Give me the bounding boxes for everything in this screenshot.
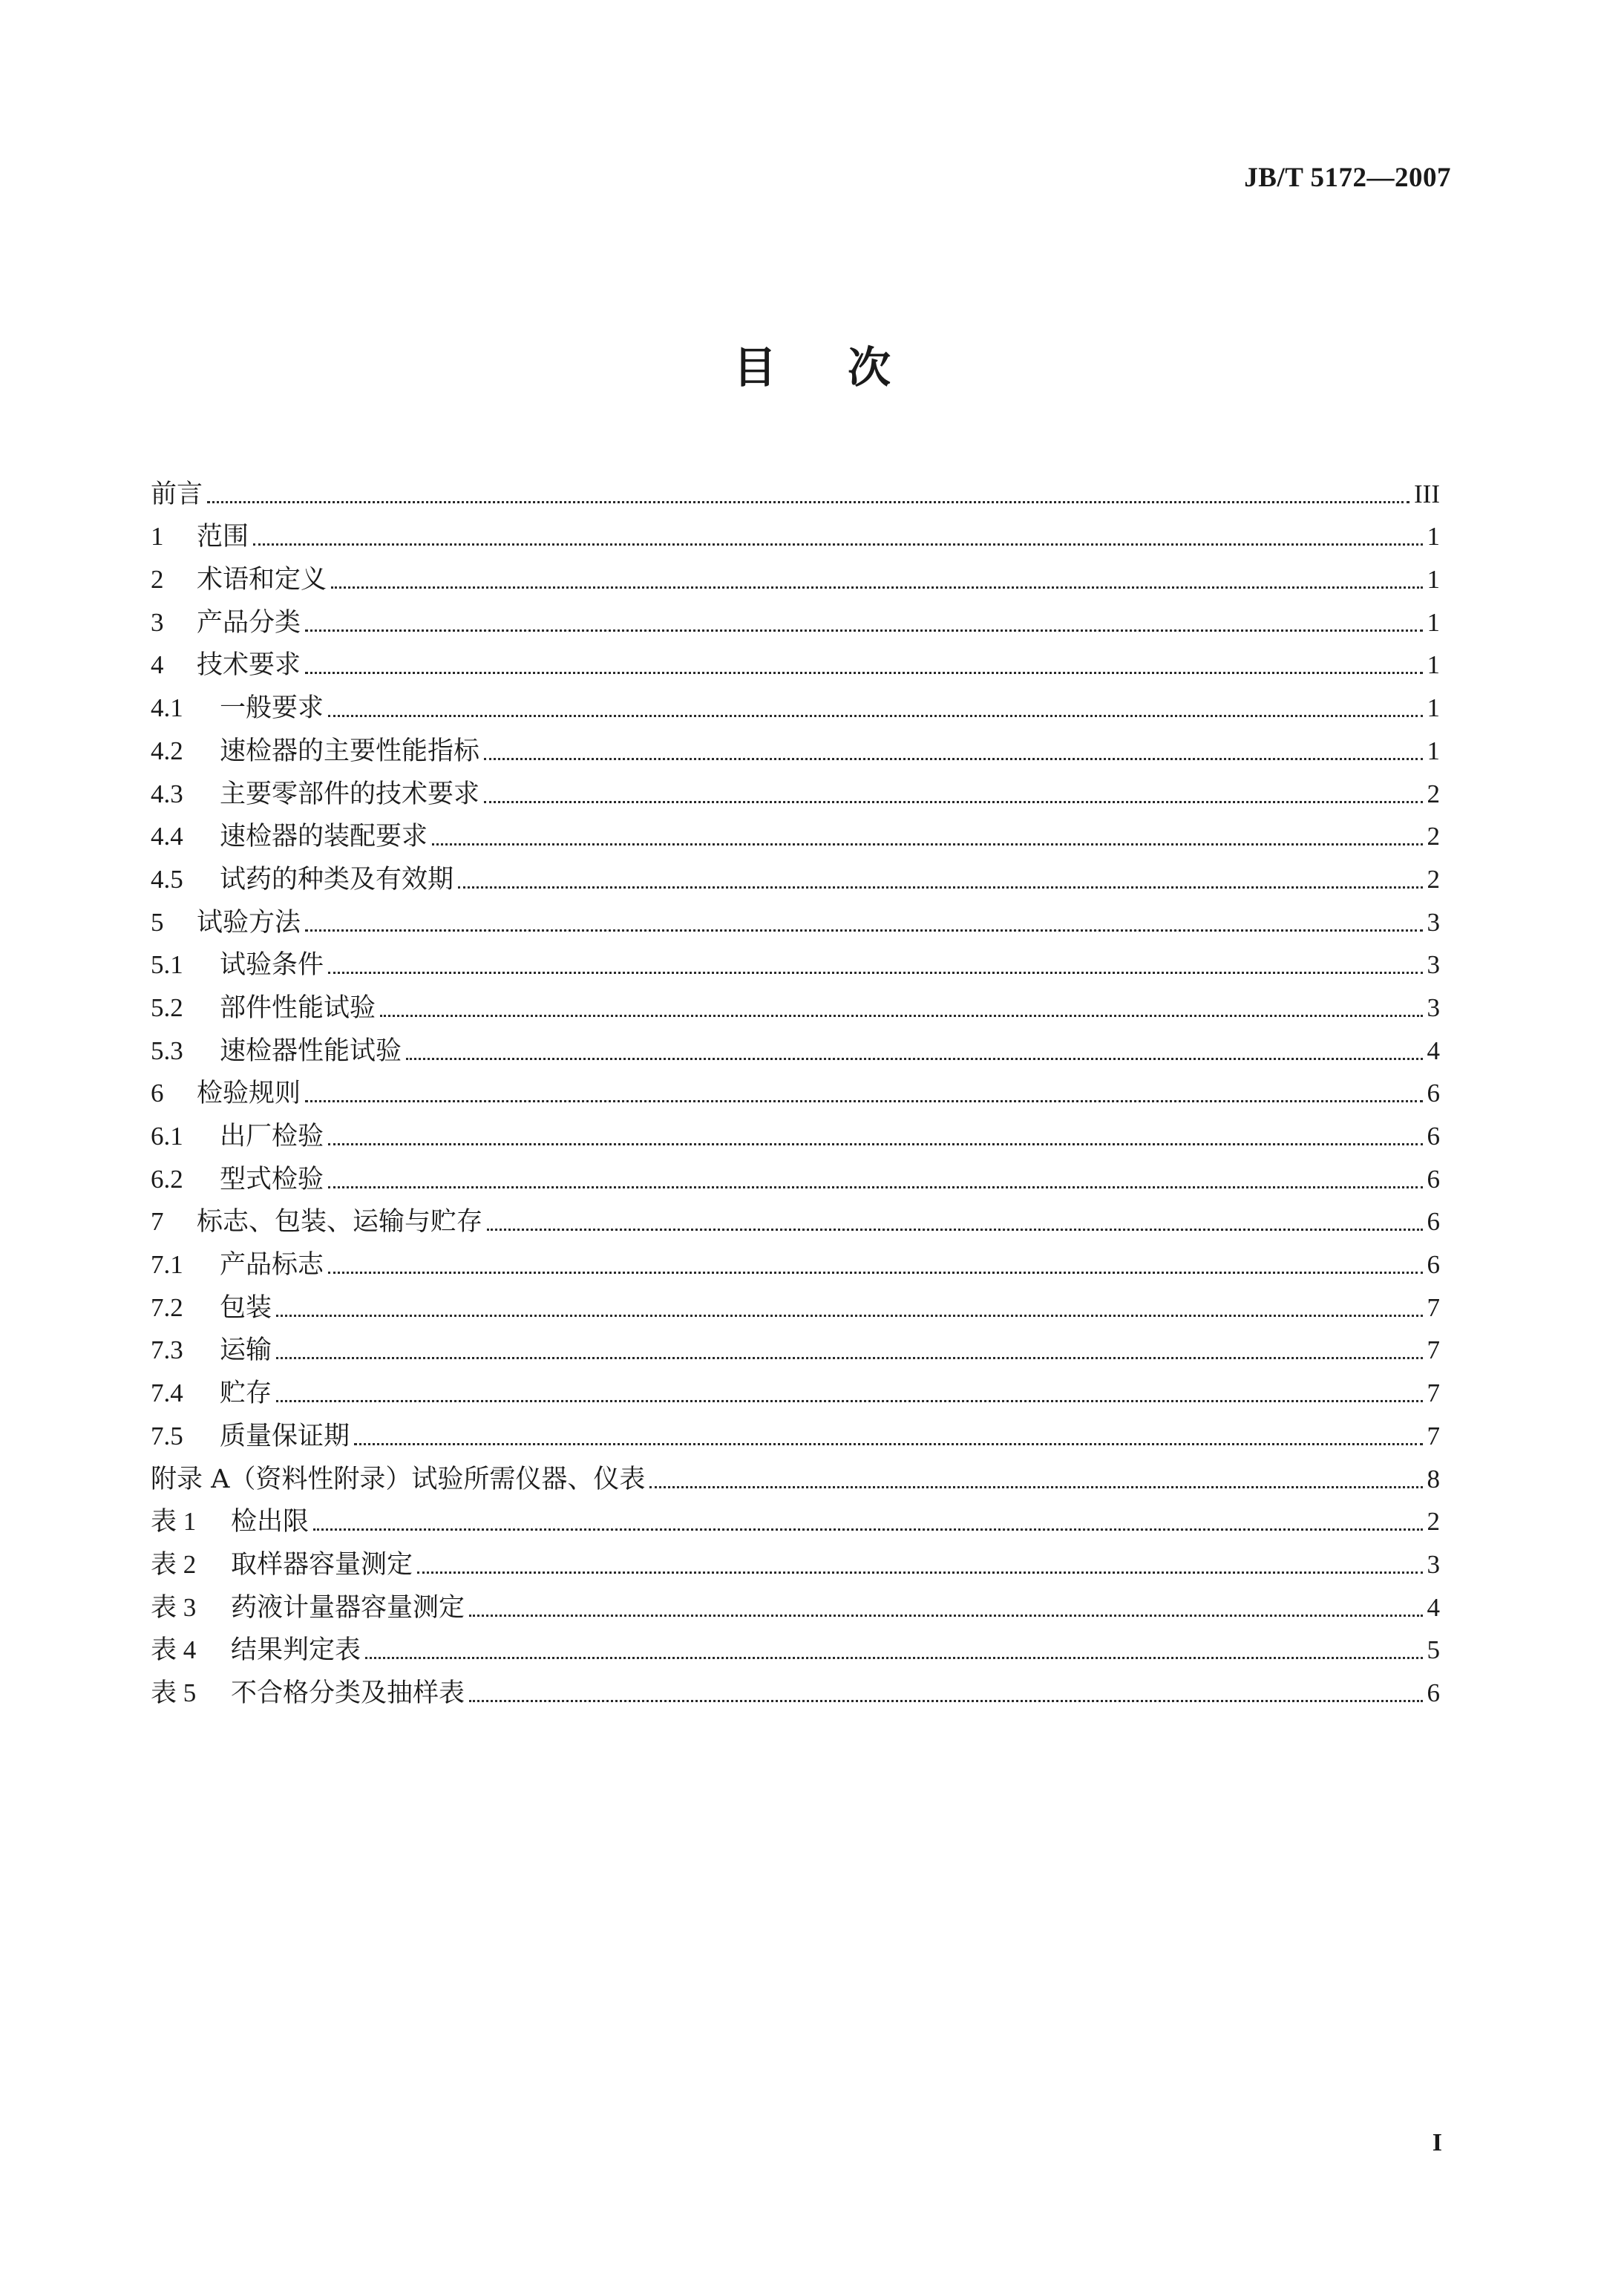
- toc-entry[interactable]: [151, 683, 1440, 726]
- toc-entry-page: 1: [1427, 565, 1440, 595]
- dot-leader: [484, 758, 1422, 760]
- toc-entry-number: 7.3: [151, 1335, 183, 1365]
- toc-entry-page: 2: [1427, 864, 1440, 894]
- toc-entry-page: 6: [1427, 1207, 1440, 1237]
- toc-entry-page: 2: [1427, 822, 1440, 851]
- dot-leader: [469, 1700, 1422, 1702]
- toc-entry-title: 速检器的装配要求: [220, 822, 428, 852]
- toc-entry-page: 3: [1427, 950, 1440, 980]
- toc-entry-page: III: [1414, 479, 1440, 508]
- toc-entry-page: 1: [1427, 693, 1440, 723]
- toc-entry-page: 5: [1427, 1635, 1440, 1665]
- toc-entry-number: 4.2: [151, 736, 183, 765]
- toc-entry[interactable]: [151, 1283, 1440, 1326]
- dot-leader: [305, 929, 1422, 932]
- dot-leader: [469, 1615, 1422, 1617]
- toc-entry-title: 质量保证期: [220, 1421, 350, 1451]
- toc-entry[interactable]: [151, 1326, 1440, 1369]
- dot-leader: [380, 1015, 1422, 1017]
- toc-entry[interactable]: [151, 897, 1440, 941]
- toc-entry-page: 6: [1427, 1079, 1440, 1108]
- toc-entry[interactable]: [151, 854, 1440, 897]
- toc-entry[interactable]: [151, 555, 1440, 598]
- toc-entry[interactable]: [151, 812, 1440, 855]
- dot-leader: [458, 886, 1422, 889]
- dot-leader: [432, 843, 1422, 846]
- toc-entry-number: 5.3: [151, 1036, 183, 1065]
- page-title: 目次: [733, 342, 962, 393]
- dot-leader: [365, 1657, 1422, 1659]
- toc-entry-page: 1: [1427, 650, 1440, 680]
- toc-entry-number: 6.1: [151, 1122, 183, 1151]
- toc-entry-page: 7: [1427, 1292, 1440, 1322]
- toc-entry-number: 2: [151, 565, 164, 595]
- dot-leader: [305, 672, 1422, 674]
- dot-leader: [649, 1486, 1422, 1488]
- toc-entry-title: 一般要求: [220, 693, 324, 724]
- toc-entry[interactable]: [151, 1111, 1440, 1154]
- toc-entry-title: 取样器容量测定: [231, 1549, 413, 1580]
- toc-entry-title: 产品标志: [220, 1250, 324, 1281]
- toc-entry[interactable]: [151, 941, 1440, 984]
- toc-entry-page: 2: [1427, 779, 1440, 808]
- toc-entry[interactable]: [151, 1454, 1440, 1497]
- toc-entry[interactable]: [151, 469, 1440, 512]
- toc-entry-title: 试验条件: [220, 950, 324, 981]
- toc-entry-title: 术语和定义: [197, 565, 327, 595]
- toc-entry[interactable]: [151, 1497, 1440, 1540]
- dot-leader: [328, 1143, 1422, 1145]
- toc-entry-page: 1: [1427, 736, 1440, 765]
- toc-entry-number: 5.2: [151, 992, 183, 1022]
- toc-entry[interactable]: [151, 1411, 1440, 1454]
- toc-entry-number: 1: [151, 522, 164, 552]
- toc-entry-number: 7: [151, 1207, 164, 1237]
- dot-leader: [276, 1357, 1422, 1359]
- standard-number: JB/T 5172—2007: [1244, 163, 1451, 193]
- toc-entry-title: 产品分类: [197, 607, 301, 638]
- toc-entry-title: 包装: [220, 1292, 272, 1323]
- dot-leader: [331, 586, 1422, 589]
- toc-entry-page: 3: [1427, 1549, 1440, 1579]
- toc-entry[interactable]: [151, 1668, 1440, 1711]
- toc-entry-title: 贮存: [220, 1378, 272, 1409]
- toc-entry-title: 技术要求: [197, 650, 301, 681]
- toc-entry-title: 药液计量器容量测定: [231, 1592, 465, 1623]
- toc-entry-title: 试验方法: [197, 907, 301, 938]
- toc-entry-page: 6: [1427, 1250, 1440, 1280]
- toc-entry-number: 4.4: [151, 822, 183, 851]
- dot-leader: [276, 1315, 1422, 1317]
- toc-entry[interactable]: [151, 1069, 1440, 1112]
- toc-entry-number: 表 1: [151, 1507, 197, 1537]
- toc-entry-number: 4: [151, 650, 164, 680]
- toc-entry-number: 7.1: [151, 1250, 183, 1280]
- page-number: I: [1432, 2129, 1442, 2156]
- toc-entry-title: 主要零部件的技术要求: [220, 779, 480, 809]
- toc-entry-title: 标志、包装、运输与贮存: [197, 1207, 483, 1237]
- toc-entry-title: 结果判定表: [231, 1635, 361, 1666]
- dot-leader: [305, 629, 1422, 632]
- toc-entry-page: 6: [1427, 1678, 1440, 1707]
- toc-entry-number: 表 2: [151, 1549, 197, 1579]
- toc-entry[interactable]: [151, 1240, 1440, 1283]
- toc-entry-title: 出厂检验: [220, 1122, 324, 1151]
- dot-leader: [328, 715, 1422, 717]
- toc-entry[interactable]: [151, 1626, 1440, 1669]
- toc-entry-page: 3: [1427, 907, 1440, 937]
- toc-entry-number: 6: [151, 1079, 164, 1108]
- toc-entry-page: 7: [1427, 1335, 1440, 1365]
- dot-leader: [328, 1272, 1422, 1274]
- toc-entry-title: 前言: [151, 479, 203, 509]
- toc-entry[interactable]: [151, 1583, 1440, 1626]
- toc-entry[interactable]: [151, 1368, 1440, 1411]
- toc-entry-title: 范围: [197, 522, 249, 552]
- toc-entry-number: 表 4: [151, 1635, 197, 1665]
- toc-entry-page: 2: [1427, 1507, 1440, 1537]
- toc-entry-page: 6: [1427, 1164, 1440, 1194]
- dot-leader: [487, 1229, 1422, 1231]
- toc-entry[interactable]: [151, 512, 1440, 555]
- dot-leader: [313, 1528, 1422, 1531]
- toc-entry-title: 型式检验: [220, 1164, 324, 1194]
- dot-leader: [406, 1058, 1422, 1060]
- toc-entry-number: 4.3: [151, 779, 183, 808]
- toc-entry-title: 不合格分类及抽样表: [231, 1678, 465, 1708]
- dot-leader: [484, 801, 1422, 803]
- toc-entry[interactable]: [151, 598, 1440, 641]
- dot-leader: [253, 543, 1422, 546]
- toc-entry[interactable]: [151, 1197, 1440, 1240]
- toc-entry[interactable]: [151, 1154, 1440, 1197]
- toc-entry-number: 表 3: [151, 1592, 197, 1622]
- toc-entry[interactable]: [151, 1026, 1440, 1069]
- toc-entry-title: 检验规则: [197, 1079, 301, 1109]
- toc-entry-number: 4.1: [151, 693, 183, 723]
- toc-entry-page: 7: [1427, 1421, 1440, 1450]
- toc-entry-title: 运输: [220, 1335, 272, 1366]
- toc-entry[interactable]: [151, 983, 1440, 1026]
- toc-entry-page: 1: [1427, 522, 1440, 552]
- toc-entry[interactable]: [151, 1540, 1440, 1583]
- dot-leader: [417, 1571, 1422, 1574]
- toc-entry-page: 7: [1427, 1378, 1440, 1408]
- toc-entry-number: 6.2: [151, 1164, 183, 1194]
- toc-entry[interactable]: [151, 726, 1440, 769]
- toc-entry-page: 1: [1427, 607, 1440, 637]
- toc-entry-title: 检出限: [231, 1507, 310, 1537]
- toc-entry-number: 3: [151, 607, 164, 637]
- toc-entry-title: 附录 A（资料性附录）试验所需仪器、仪表: [151, 1464, 646, 1494]
- toc-entry-page: 8: [1427, 1464, 1440, 1494]
- toc-entry-number: 7.4: [151, 1378, 183, 1408]
- dot-leader: [354, 1443, 1422, 1445]
- toc-entry-number: 7.5: [151, 1421, 183, 1450]
- table-of-contents: [151, 469, 1440, 1711]
- toc-entry-page: 4: [1427, 1592, 1440, 1622]
- toc-entry[interactable]: [151, 769, 1440, 812]
- toc-entry[interactable]: [151, 641, 1440, 684]
- toc-entry-title: 部件性能试验: [220, 992, 376, 1023]
- dot-leader: [276, 1400, 1422, 1402]
- dot-leader: [328, 972, 1422, 974]
- toc-entry-number: 5: [151, 907, 164, 937]
- toc-entry-page: 4: [1427, 1036, 1440, 1065]
- dot-leader: [328, 1186, 1422, 1188]
- toc-entry-page: 3: [1427, 992, 1440, 1022]
- dot-leader: [305, 1100, 1422, 1102]
- dot-leader: [207, 501, 1409, 503]
- toc-entry-number: 表 5: [151, 1678, 197, 1707]
- toc-entry-number: 4.5: [151, 864, 183, 894]
- toc-entry-title: 速检器性能试验: [220, 1036, 402, 1066]
- toc-entry-title: 速检器的主要性能指标: [220, 736, 480, 766]
- toc-entry-number: 7.2: [151, 1292, 183, 1322]
- toc-entry-page: 6: [1427, 1122, 1440, 1151]
- toc-entry-title: 试药的种类及有效期: [220, 864, 454, 894]
- toc-entry-number: 5.1: [151, 950, 183, 980]
